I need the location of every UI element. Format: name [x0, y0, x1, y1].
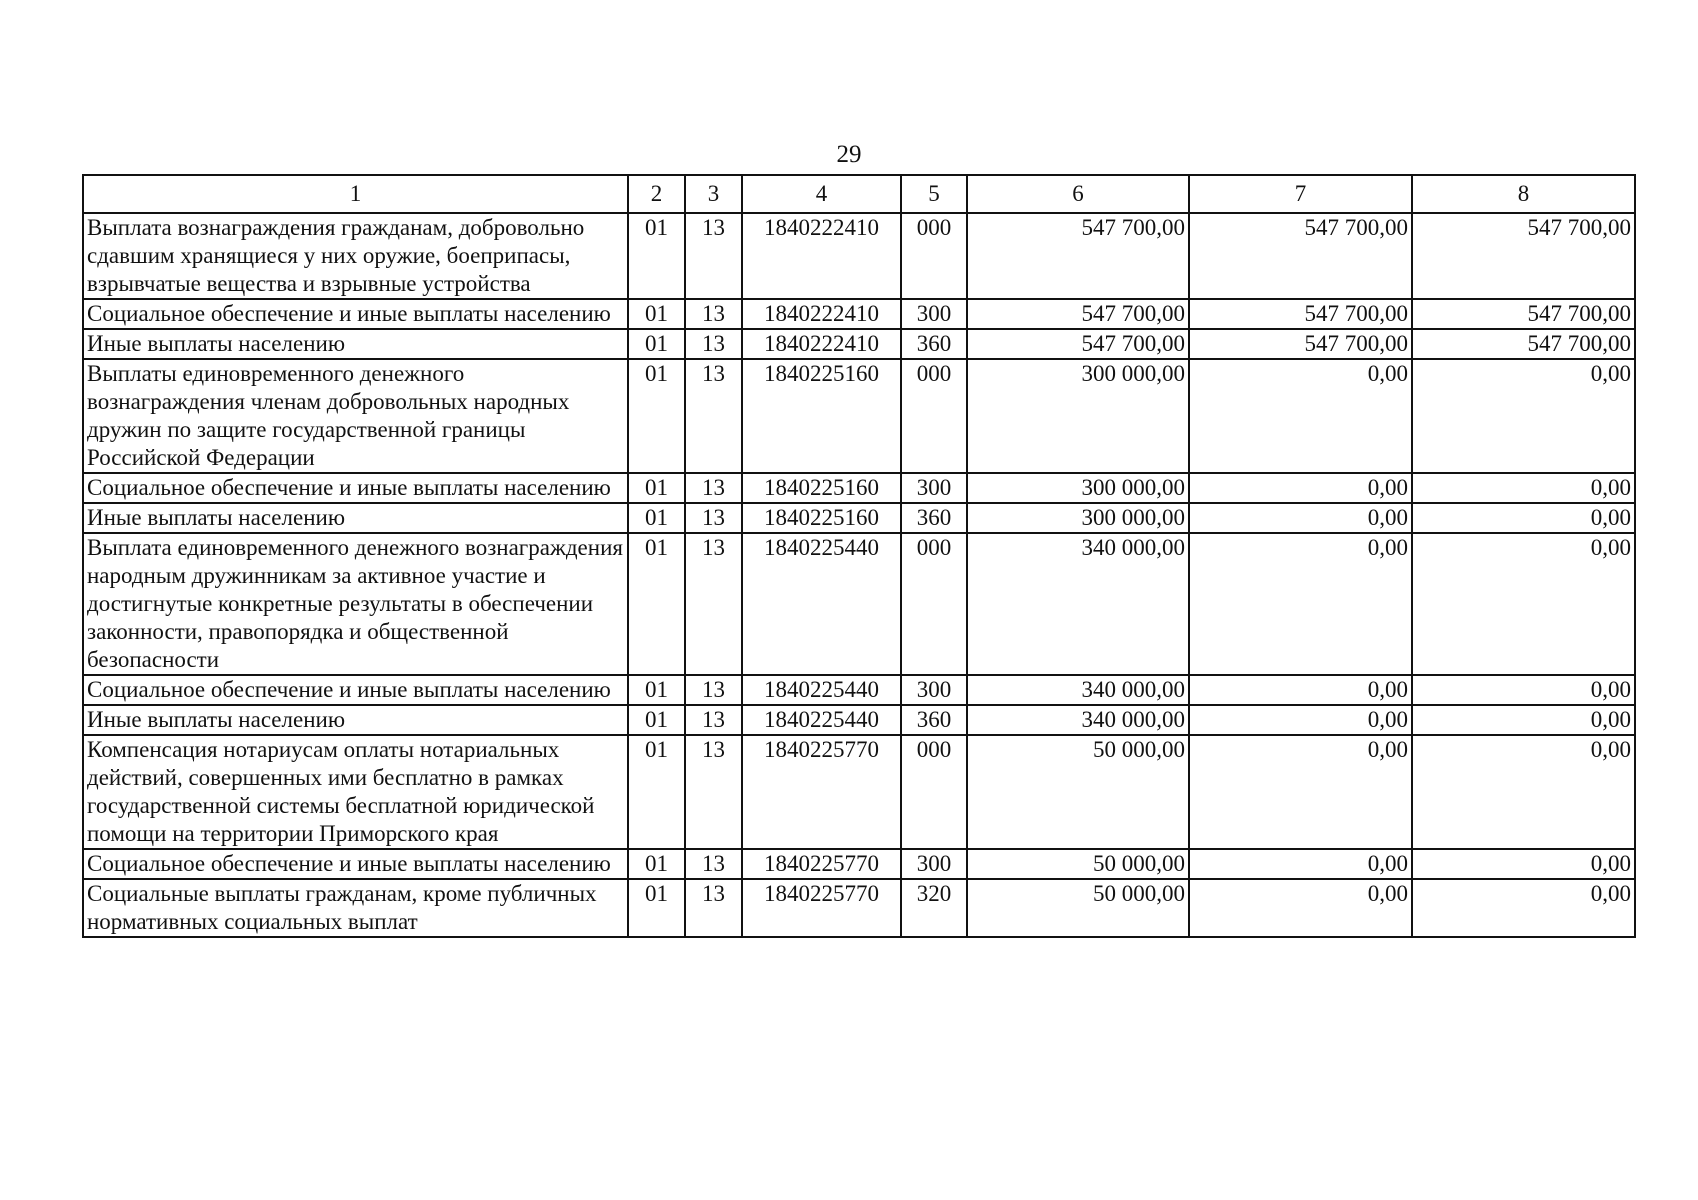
header-row: [83, 175, 1635, 213]
row-section: 01: [628, 213, 685, 299]
row-amount-7: 547 700,00: [1189, 299, 1412, 329]
row-expense-type: 000: [901, 533, 967, 675]
row-target-code: 1840225160: [742, 359, 901, 473]
row-section: 01: [628, 735, 685, 849]
row-amount-8: 0,00: [1412, 879, 1635, 937]
row-subsection: 13: [685, 299, 742, 329]
row-amount-8: 0,00: [1412, 503, 1635, 533]
row-name: Иные выплаты населению: [83, 705, 628, 735]
row-section: 01: [628, 879, 685, 937]
row-target-code: 1840222410: [742, 329, 901, 359]
row-name: Выплата единовременного денежного вознаграждения народным дружинникам за активное участие и достигнутые конкретные результаты в обеспечении законности, правопорядка и общественной безопасности: [83, 533, 628, 675]
row-expense-type: 300: [901, 675, 967, 705]
row-expense-type: 300: [901, 849, 967, 879]
row-amount-7: 0,00: [1189, 533, 1412, 675]
row-name: Выплата вознаграждения гражданам, добровольно сдавшим хранящиеся у них оружие, боеприпасы, взрывчатые вещества и взрывные устройства: [83, 213, 628, 299]
row-amount-8: 0,00: [1412, 359, 1635, 473]
row-amount-7: 0,00: [1189, 735, 1412, 849]
row-subsection: 13: [685, 849, 742, 879]
row-subsection: 13: [685, 503, 742, 533]
row-target-code: 1840225770: [742, 735, 901, 849]
row-subsection: 13: [685, 473, 742, 503]
row-subsection: 13: [685, 359, 742, 473]
row-amount-6: 547 700,00: [967, 329, 1189, 359]
row-name: Социальное обеспечение и иные выплаты населению: [83, 299, 628, 329]
row-amount-7: 547 700,00: [1189, 329, 1412, 359]
row-subsection: 13: [685, 329, 742, 359]
table-row: [83, 473, 1635, 503]
row-target-code: 1840225160: [742, 503, 901, 533]
row-name: Социальное обеспечение и иные выплаты населению: [83, 473, 628, 503]
row-amount-6: 547 700,00: [967, 299, 1189, 329]
row-amount-8: 0,00: [1412, 735, 1635, 849]
row-amount-8: 547 700,00: [1412, 329, 1635, 359]
row-amount-8: 547 700,00: [1412, 299, 1635, 329]
row-target-code: 1840225770: [742, 849, 901, 879]
table-row: [83, 675, 1635, 705]
row-section: 01: [628, 329, 685, 359]
row-target-code: 1840225160: [742, 473, 901, 503]
column-header-2: 2: [628, 175, 685, 213]
row-expense-type: 300: [901, 473, 967, 503]
row-amount-6: 50 000,00: [967, 879, 1189, 937]
row-name: Социальное обеспечение и иные выплаты населению: [83, 849, 628, 879]
row-subsection: 13: [685, 533, 742, 675]
row-target-code: 1840225770: [742, 879, 901, 937]
column-header-8: 8: [1412, 175, 1635, 213]
row-target-code: 1840225440: [742, 705, 901, 735]
row-expense-type: 320: [901, 879, 967, 937]
row-target-code: 1840222410: [742, 213, 901, 299]
row-target-code: 1840225440: [742, 675, 901, 705]
row-subsection: 13: [685, 705, 742, 735]
column-header-5: 5: [901, 175, 967, 213]
row-target-code: 1840225440: [742, 533, 901, 675]
page-number: 29: [836, 141, 862, 168]
row-amount-6: 547 700,00: [967, 213, 1189, 299]
column-header-6: 6: [967, 175, 1189, 213]
row-name: Иные выплаты населению: [83, 329, 628, 359]
row-amount-6: 300 000,00: [967, 503, 1189, 533]
table-row: [83, 735, 1635, 849]
row-amount-6: 50 000,00: [967, 735, 1189, 849]
row-name: Компенсация нотариусам оплаты нотариальных действий, совершенных ими бесплатно в рамках государственной системы бесплатной юридической помощи на территории Приморского края: [83, 735, 628, 849]
row-subsection: 13: [685, 879, 742, 937]
row-amount-6: 50 000,00: [967, 849, 1189, 879]
row-amount-6: 300 000,00: [967, 473, 1189, 503]
row-section: 01: [628, 473, 685, 503]
table-row: [83, 213, 1635, 299]
row-expense-type: 000: [901, 735, 967, 849]
row-amount-8: 547 700,00: [1412, 213, 1635, 299]
row-amount-8: 0,00: [1412, 705, 1635, 735]
row-subsection: 13: [685, 675, 742, 705]
row-subsection: 13: [685, 735, 742, 849]
row-expense-type: 000: [901, 213, 967, 299]
row-amount-7: 0,00: [1189, 849, 1412, 879]
column-header-4: 4: [742, 175, 901, 213]
row-expense-type: 360: [901, 705, 967, 735]
row-expense-type: 360: [901, 329, 967, 359]
table-row: [83, 503, 1635, 533]
row-section: 01: [628, 533, 685, 675]
table-row: [83, 533, 1635, 675]
row-name: Выплаты единовременного денежного вознаграждения членам добровольных народных дружин по защите государственной границы Российской Федерации: [83, 359, 628, 473]
table-row: [83, 705, 1635, 735]
row-amount-6: 340 000,00: [967, 533, 1189, 675]
row-amount-7: 0,00: [1189, 879, 1412, 937]
row-name: Социальное обеспечение и иные выплаты населению: [83, 675, 628, 705]
row-subsection: 13: [685, 213, 742, 299]
row-amount-7: 0,00: [1189, 503, 1412, 533]
row-amount-6: 300 000,00: [967, 359, 1189, 473]
row-expense-type: 360: [901, 503, 967, 533]
row-amount-8: 0,00: [1412, 675, 1635, 705]
row-section: 01: [628, 675, 685, 705]
row-amount-7: 0,00: [1189, 675, 1412, 705]
table-row: [83, 879, 1635, 937]
row-amount-7: 547 700,00: [1189, 213, 1412, 299]
row-amount-8: 0,00: [1412, 533, 1635, 675]
table-row: [83, 329, 1635, 359]
column-header-1: 1: [83, 175, 628, 213]
row-expense-type: 000: [901, 359, 967, 473]
row-section: 01: [628, 849, 685, 879]
row-amount-8: 0,00: [1412, 473, 1635, 503]
row-amount-7: 0,00: [1189, 705, 1412, 735]
row-amount-6: 340 000,00: [967, 675, 1189, 705]
row-amount-8: 0,00: [1412, 849, 1635, 879]
row-name: Иные выплаты населению: [83, 503, 628, 533]
row-section: 01: [628, 705, 685, 735]
row-expense-type: 300: [901, 299, 967, 329]
row-amount-6: 340 000,00: [967, 705, 1189, 735]
column-header-7: 7: [1189, 175, 1412, 213]
row-amount-7: 0,00: [1189, 359, 1412, 473]
budget-table: [82, 174, 1636, 938]
row-section: 01: [628, 299, 685, 329]
row-section: 01: [628, 503, 685, 533]
table-row: [83, 359, 1635, 473]
table-row: [83, 299, 1635, 329]
table-row: [83, 849, 1635, 879]
row-amount-7: 0,00: [1189, 473, 1412, 503]
row-target-code: 1840222410: [742, 299, 901, 329]
row-section: 01: [628, 359, 685, 473]
column-header-3: 3: [685, 175, 742, 213]
row-name: Социальные выплаты гражданам, кроме публичных нормативных социальных выплат: [83, 879, 628, 937]
